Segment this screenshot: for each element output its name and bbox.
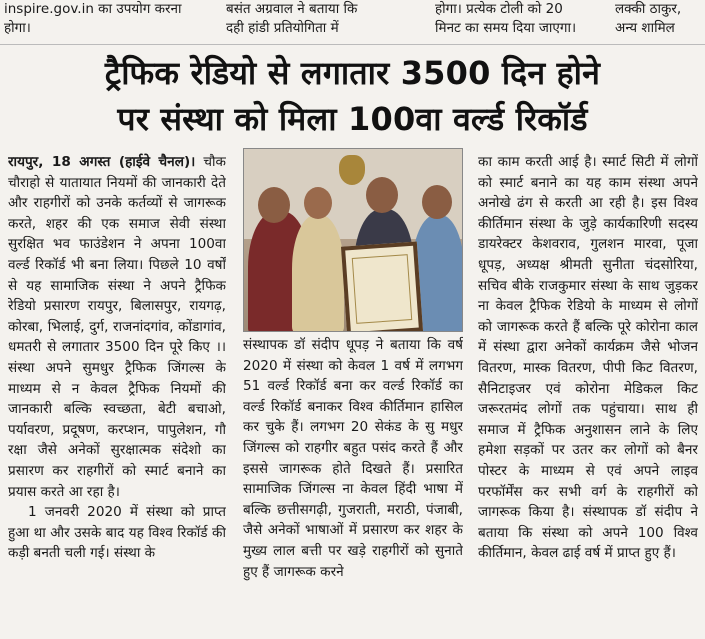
person-2 (292, 215, 344, 332)
article-column-3 (478, 152, 698, 607)
strip-column-2 (226, 0, 426, 38)
emblem-icon (339, 155, 365, 185)
person-3-head (366, 177, 398, 213)
article-paragraph: का काम करती आई है। स्मार्ट सिटी में लोगों को स्मार्ट बनाने का यह काम संस्था अपने अनोखे ढंग से करती आ रही है। इस विश्व कीर्तिमान संस्था के जुड़े कार्यकारिणी सदस्य डायरेक्टर केशवराव, गुलशन मारवा, पूजा धूपड़, अध्यक्ष श्रीमती सुनीता चंदसोरिया, सचिव बीके राजकुमार संस्था के साथ जुड़कर ना केवल ट्रैफिक रेडियो के माध्यम से लोगों को जागरूक करते हैं बल्कि पूरे कोरोना काल में संस्था द्वारा अनेकों कार्यक्रम जैसे भोजन वितरण, मास्क वितरण, पीपी किट वितरण, सैनिटाइजर एवं कोरोना मेडिकल किट जरूरतमंद लोगों तक पहुंचाया। साथ ही समाज में ट्रैफिक अनुशासन लाने के लिए हमेशा सड़कों पर उतर कर लोगों को बैनर पोस्टर के माध्यम से एवं अपने लाइव परफॉर्मेंस कर सभी वर्ग के राहगीरों को जागरूक किया है। संस्थापक डॉ संदीप ने बताया कि संस्था को अपने 100 विश्व कीर्तिमान, केवल ढाई वर्ष में प्राप्त हुए हैं। (478, 154, 698, 562)
strip-line: लक्की ठाकुर, (615, 1, 682, 17)
headline-line-1: ट्रैफिक रेडियो से लगातार 3500 दिन होने (104, 54, 601, 92)
article-column-2 (243, 335, 463, 605)
headline-line-2: पर संस्था को मिला 100वा वर्ल्ड रिकॉर्ड (117, 100, 588, 138)
strip-column-1 (4, 0, 217, 38)
paragraph-text: चौक चौराहो से यातायात नियमों की जानकारी देते और राहगीरों को उनके कर्तव्यों से जागरूक करते, शहर की एक समाज सेवी संस्था सुरक्षित भव फाउंडेशन ने अपना 100वा वर्ल्ड रिकॉर्ड भी बना लिया। पिछले 10 वर्षों से यह सामाजिक संस्था ने अपने ट्रैफिक रेडियो प्रसारण रायपुर, बिलासपुर, रायगढ़, कोरबा, भिलाई, दुर्ग, राजनांदगांव, कोंडागांव, धमतरी से लगातार 3500 दिन पूरे किए ।। संस्था अपने सुमधुर ट्रैफिक जिंगल्स के माध्यम से न केवल ट्रैफिक नियमों की जानकारी बल्कि स्वच्छता, बेटी बचाओ, पर्यावरण, प्रदूषण, करप्शन, पापुलेशन, गौ रक्षा जैसे अनेकों सुरक्षात्मक संदेशो का प्रसारण कर राहगीरों को स्मार्ट बनाने का प्रयास करते आ रहा है। (8, 154, 226, 500)
article-paragraph: 1 जनवरी 2020 में संस्था को प्राप्त हुआ था और उसके बाद यह विश्व रिकॉर्ड की कड़ी बनती चली गई। संस्था के (8, 504, 226, 562)
certificate-frame (341, 241, 423, 332)
person-4-head (422, 185, 452, 219)
strip-line: होगा। प्रत्येक टोली को 20 (435, 1, 563, 17)
article-paragraph (8, 152, 226, 502)
dateline: रायपुर, 18 अगस्त (हाईवे चैनल)। (8, 154, 196, 170)
strip-column-4 (615, 0, 705, 38)
article-paragraph: संस्थापक डॉ संदीप धूपड़ ने बताया कि वर्ष 2020 में संस्था को केवल 1 वर्ष में लगभग 51 वर्ल्ड रिकॉर्ड बना कर वर्ल्ड रिकॉर्ड का वर्ल्ड रिकॉर्ड बनाकर विश्व कीर्तिमान हासिल कर चुके हैं। लगभग 20 सेकंड के सु मधुर जिंगल्स को राहगीर बहुत पसंद करते हैं और इससे जागरूक होते दिखते हैं। प्रसारित सामाजिक जिंगल्स ना केवल हिंदी भाषा में बल्कि छत्तीसगढ़ी, गुजराती, मराठी, पंजाबी, जैसे अनेकों भाषाओं में प्रसारण कर शहर के मुख्य लाल बत्ती पर खड़े राहगीरों को सुनाते हुए हैं जागरूक करने (243, 337, 463, 580)
strip-line: होगा। (4, 20, 31, 36)
strip-column-3 (435, 0, 605, 38)
article-column-1 (8, 152, 226, 602)
headline (0, 50, 705, 142)
person-1-head (258, 187, 290, 223)
strip-line: inspire.gov.in का उपयोग करना (4, 1, 182, 17)
previous-articles-strip (0, 0, 705, 45)
award-photo (243, 148, 463, 332)
strip-line: अन्य शामिल (615, 20, 675, 36)
strip-line: बसंत अग्रवाल ने बताया कि (226, 1, 358, 17)
strip-line: मिनट का समय दिया जाएगा। (435, 20, 577, 36)
person-2-head (304, 187, 332, 219)
strip-line: दही हांडी प्रतियोगिता में (226, 20, 339, 36)
next-headline-strip (0, 612, 705, 639)
